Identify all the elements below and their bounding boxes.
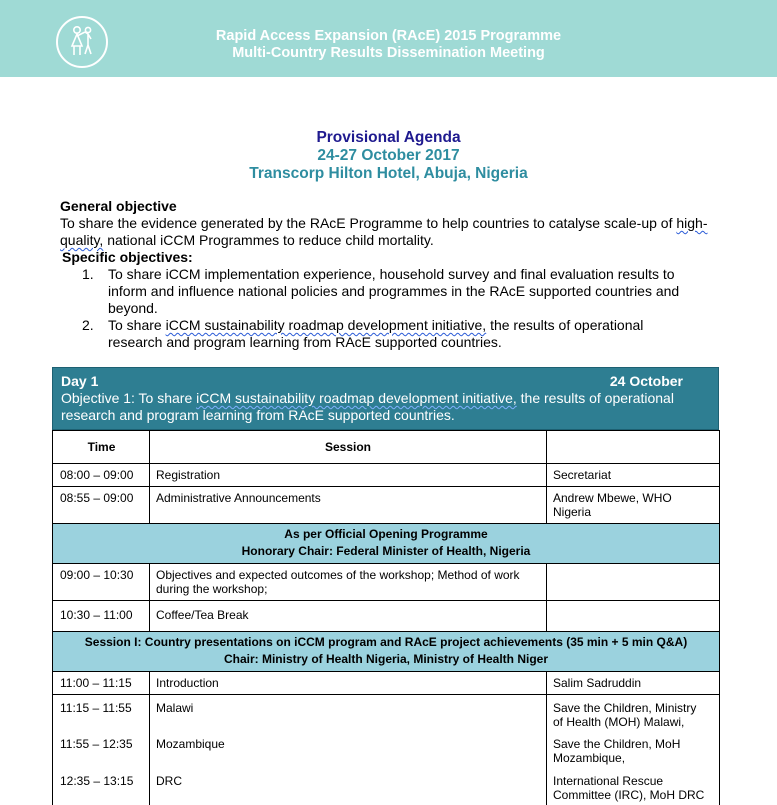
cell-session: Registration [150, 464, 547, 487]
agenda-venue: Transcorp Hilton Hotel, Abuja, Nigeria [249, 165, 528, 182]
list-item [82, 266, 740, 317]
list-item-line: beyond. [108, 300, 158, 316]
general-objective-text [60, 215, 740, 249]
cell-speaker: Secretariat [547, 464, 720, 487]
cell-speaker [547, 601, 720, 632]
cell-time: 08:55 – 09:00 [53, 487, 150, 524]
header-speaker [547, 431, 720, 464]
speaker-line: of Health (MOH) Malawi, [553, 715, 685, 729]
cell-session: Mozambique [150, 733, 547, 770]
general-text-highlight: high-quality, [60, 215, 708, 248]
session-band [53, 632, 720, 672]
cell-session: DRC [150, 770, 547, 805]
speaker-line: Mozambique, [553, 751, 626, 765]
list-item-line: To share iCCM implementation experience, household survey and final evaluation results to [108, 266, 675, 282]
session-band-cell [53, 632, 720, 672]
table-row [53, 733, 720, 770]
band-line-2: Chair: Ministry of Health Nigeria, Ministry of Health Niger [223, 652, 549, 666]
session-band-cell [53, 524, 720, 564]
cell-speaker [547, 695, 720, 734]
day-header [52, 367, 719, 430]
list-number: 1. [82, 266, 94, 282]
cell-time: 12:35 – 13:15 [53, 770, 150, 805]
cell-session: Administrative Announcements [150, 487, 547, 524]
cell-speaker [547, 770, 720, 805]
band-line-1: As per Official Opening Programme [284, 527, 488, 541]
cell-session: Coffee/Tea Break [150, 601, 547, 632]
speaker-line: International Rescue [553, 774, 664, 788]
cell-session: Malawi [150, 695, 547, 734]
banner-line-2: Multi-Country Results Dissemination Meeting [232, 45, 545, 61]
cell-speaker: Salim Sadruddin [547, 672, 720, 695]
speaker-line: Nigeria [553, 505, 592, 519]
list-text-pre: To share [108, 317, 166, 333]
list-item-line: research and program learning from RAcE supported countries. [108, 334, 502, 350]
header-session: Session [150, 431, 547, 464]
day-objective-pre: Objective 1: To share [61, 390, 197, 406]
cell-time: 11:15 – 11:55 [53, 695, 150, 734]
session-line: Objectives and expected outcomes of the workshop; Method of work [156, 568, 520, 582]
general-objective-label: General objective [60, 198, 177, 214]
table-row [53, 695, 720, 734]
agenda-table-container [52, 367, 719, 805]
table-row [53, 672, 720, 695]
day-objective-highlight: iCCM sustainability roadmap development initiative, [196, 390, 517, 406]
speaker-line: Andrew Mbewe, WHO [553, 491, 672, 505]
cell-speaker [547, 487, 720, 524]
list-item-line [108, 317, 740, 334]
header-time: Time [53, 431, 150, 464]
cell-speaker [547, 733, 720, 770]
day-date: 24 October [609, 373, 683, 389]
cell-speaker [547, 564, 720, 601]
band-line-2: Honorary Chair: Federal Minister of Health, Nigeria [241, 544, 531, 558]
header-banner [0, 0, 777, 77]
table-row [53, 464, 720, 487]
cell-time: 11:55 – 12:35 [53, 733, 150, 770]
table-header-row [53, 431, 720, 464]
agenda-title: Provisional Agenda [316, 129, 461, 146]
cell-time: 10:30 – 11:00 [53, 601, 150, 632]
list-item-line: inform and influence national policies and programmes in the RAcE supported countries and [108, 283, 680, 299]
table-row [53, 770, 720, 805]
cell-time: 09:00 – 10:30 [53, 564, 150, 601]
day-objective-line2: research and program learning from RAcE supported countries. [61, 407, 455, 423]
banner-line-1: Rapid Access Expansion (RAcE) 2015 Programme [215, 28, 562, 44]
list-text-highlight: iCCM sustainability roadmap development initiative, [165, 317, 487, 333]
speaker-line: Save the Children, Ministry [553, 701, 697, 715]
table-row [53, 601, 720, 632]
table-row [53, 487, 720, 524]
specific-objectives-list [82, 266, 740, 351]
banner-title [0, 28, 777, 62]
agenda-dates: 24-27 October 2017 [317, 147, 460, 164]
day-objective-post: the results of operational [516, 390, 674, 406]
cell-time: 08:00 – 09:00 [53, 464, 150, 487]
general-text-b: national iCCM Programmes to reduce child mortality. [103, 232, 434, 248]
table-row [53, 564, 720, 601]
day-label: Day 1 [61, 373, 99, 389]
day-row [61, 373, 710, 390]
session-line: during the workshop; [156, 582, 268, 596]
general-text-a: To share the evidence generated by the RAcE Programme to help countries to catalyse scale-up of [60, 215, 677, 231]
agenda-table [52, 430, 720, 805]
cell-session [150, 564, 547, 601]
band-line-1: Session I: Country presentations on iCCM program and RAcE project achievements (35 min + 5 min Q&A) [84, 635, 688, 649]
speaker-line: Save the Children, MoH [553, 737, 681, 751]
list-text-post: the results of operational [486, 317, 644, 333]
list-item [82, 317, 740, 351]
list-number: 2. [82, 317, 94, 333]
specific-objectives-label: Specific objectives: [62, 249, 193, 265]
agenda-heading [0, 129, 777, 183]
cell-time: 11:00 – 11:15 [53, 672, 150, 695]
cell-session: Introduction [150, 672, 547, 695]
day-objective [61, 390, 710, 407]
speaker-line: Committee (IRC), MoH DRC [553, 788, 705, 802]
objectives-section [60, 198, 740, 351]
session-band [53, 524, 720, 564]
